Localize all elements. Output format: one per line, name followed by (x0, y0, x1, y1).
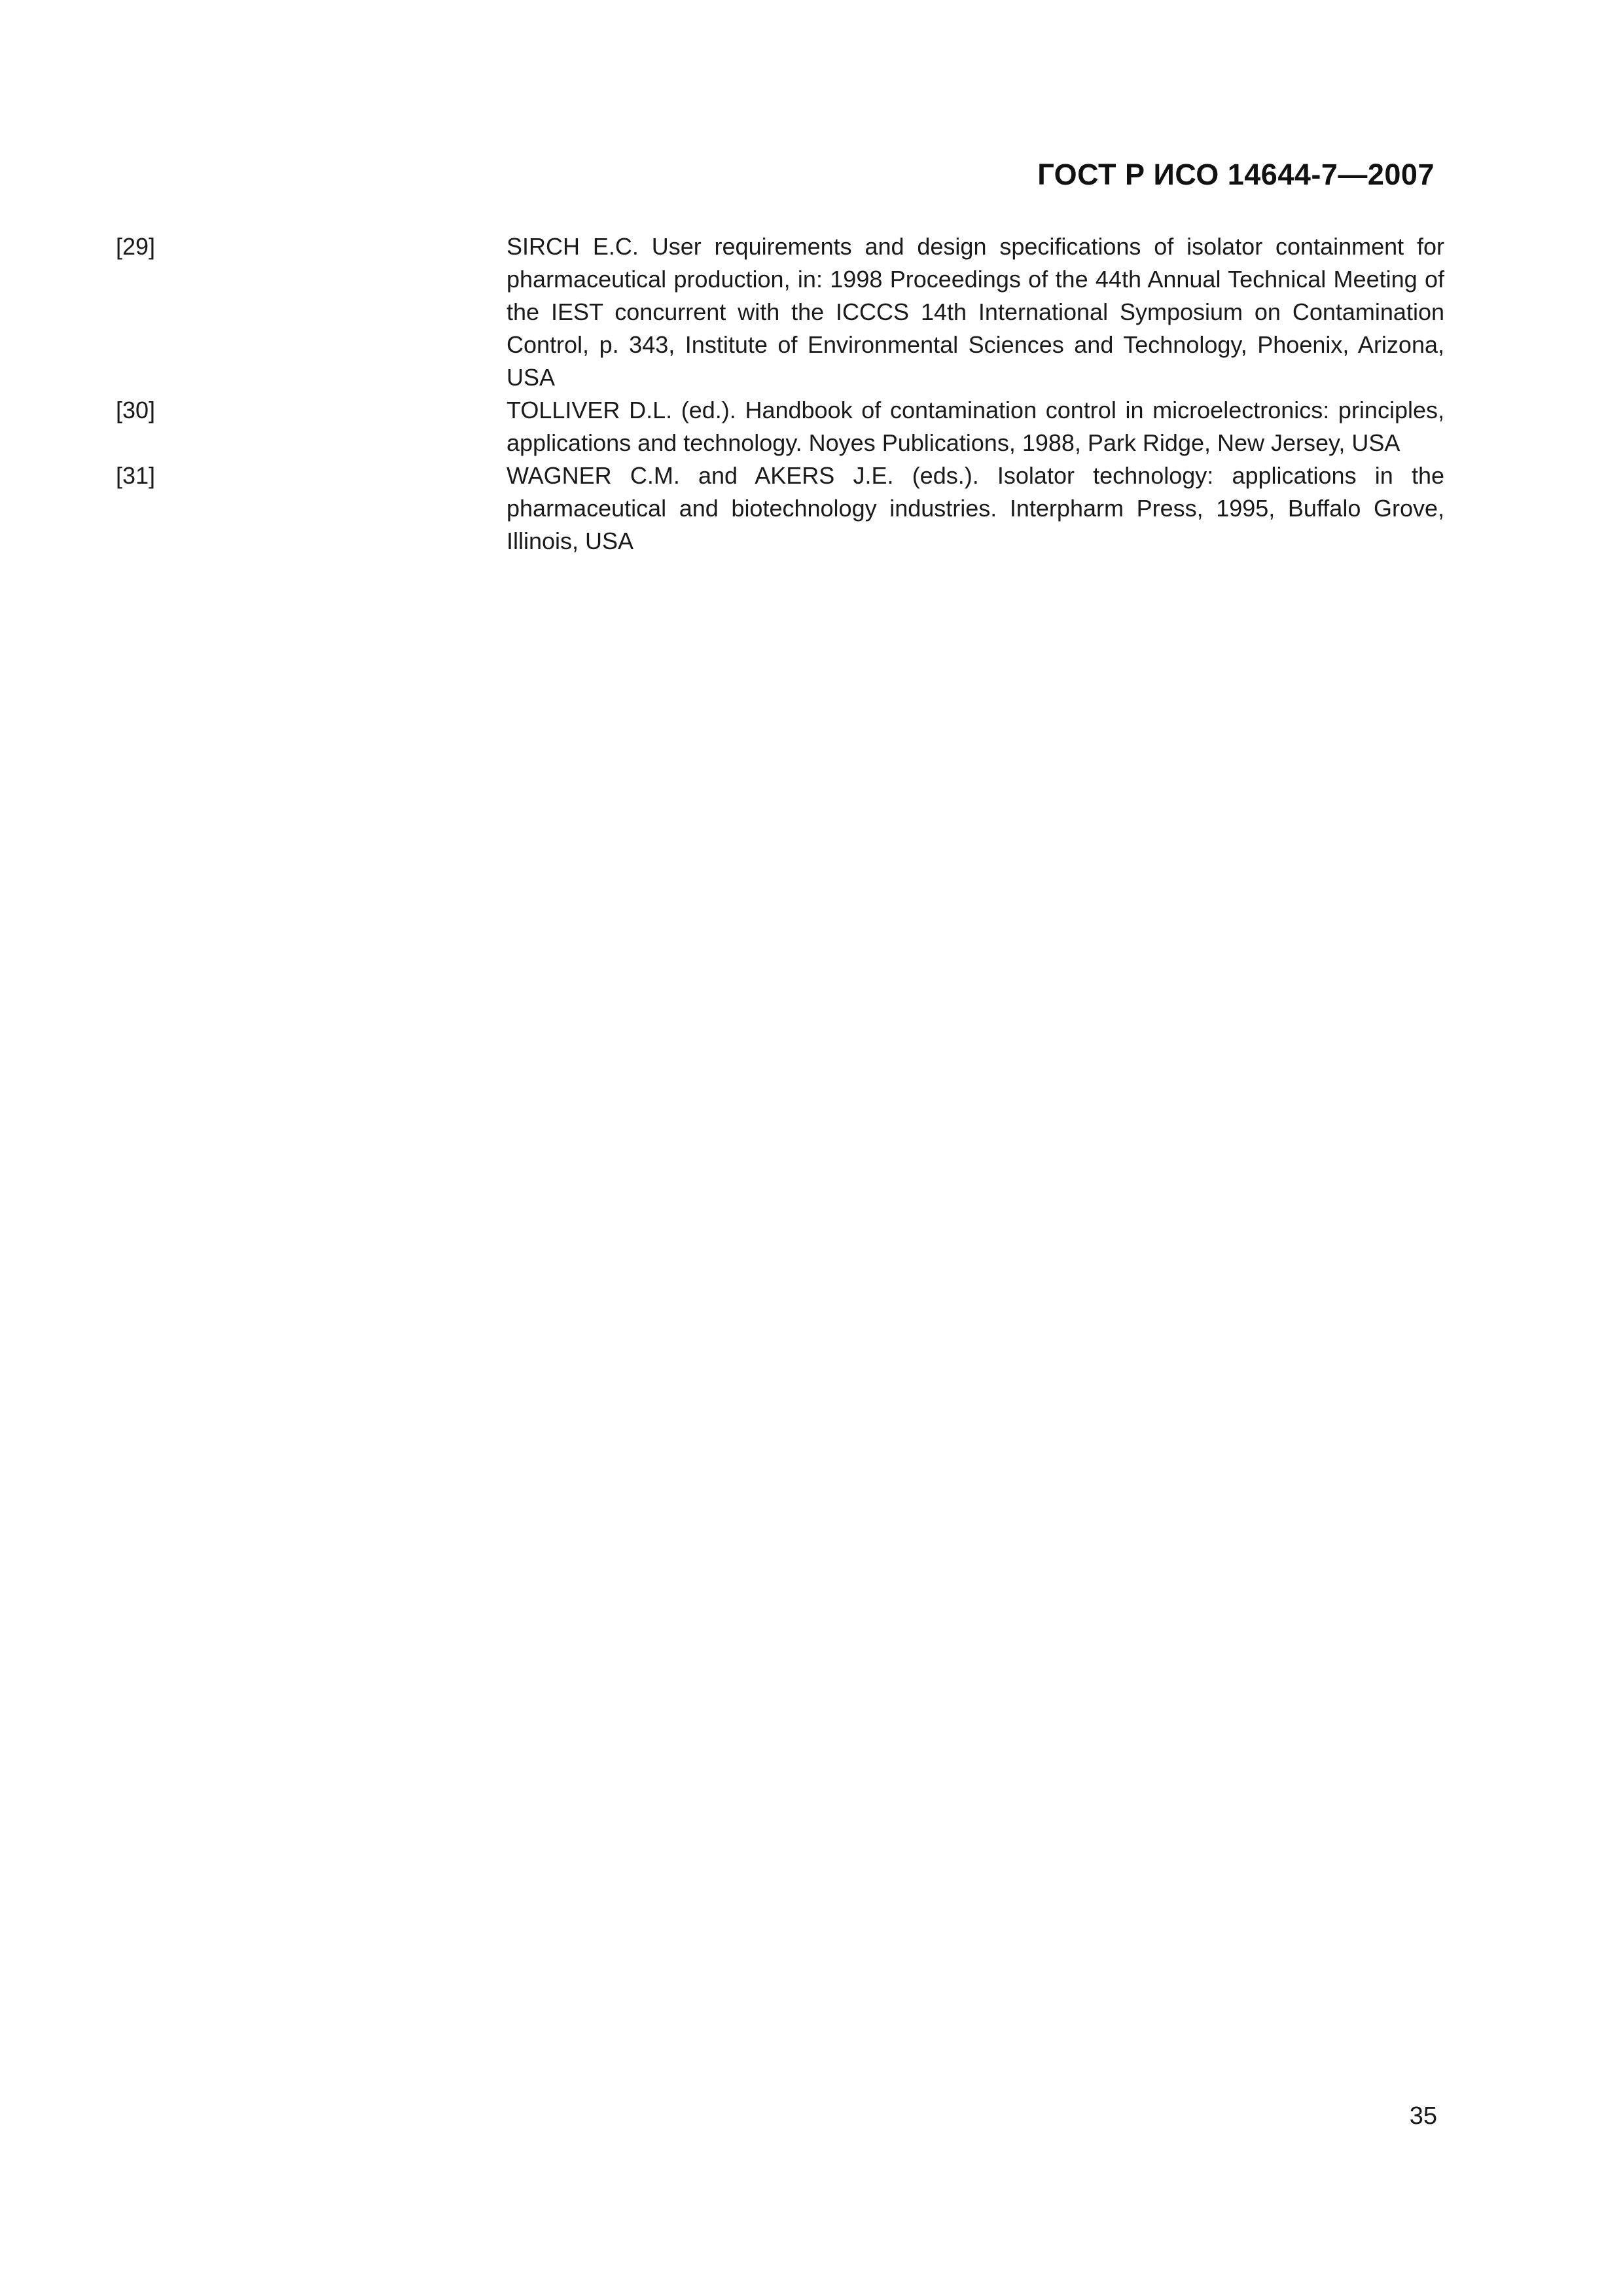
reference-text: WAGNER C.M. and AKERS J.E. (eds.). Isolator technology: applications in the pharmaceutical and biotechnology industries. Interpharm Press, 1995, Buffalo Grove, Illinois, USA (507, 462, 1444, 554)
reference-number: [31] (116, 462, 156, 489)
bibliography-entry (116, 394, 1444, 459)
reference-number: [30] (116, 397, 156, 423)
reference-text: SIRCH E.C. User requirements and design specifications of isolator containment for pharmaceutical production, in: 1998 Proceedings of the 44th Annual Technical Meeting of the IEST concurrent with the ICCCS 14th International Symposium on Contamination Control, p. 343, Institute of Environmental Sciences and Technology, Phoenix, Arizona, USA (507, 233, 1444, 391)
bibliography-entry (116, 459, 1444, 558)
reference-number: [29] (116, 233, 156, 260)
bibliography-entry (116, 230, 1444, 394)
bibliography-list (116, 230, 1444, 558)
standard-designation-header: ГОСТ Р ИСО 14644-7—2007 (1037, 158, 1435, 191)
reference-text: TOLLIVER D.L. (ed.). Handbook of contamination control in microelectronics: principles, applications and technology. Noyes Publications, 1988, Park Ridge, New Jersey, USA (507, 397, 1444, 456)
page-number: 35 (1409, 2102, 1437, 2130)
